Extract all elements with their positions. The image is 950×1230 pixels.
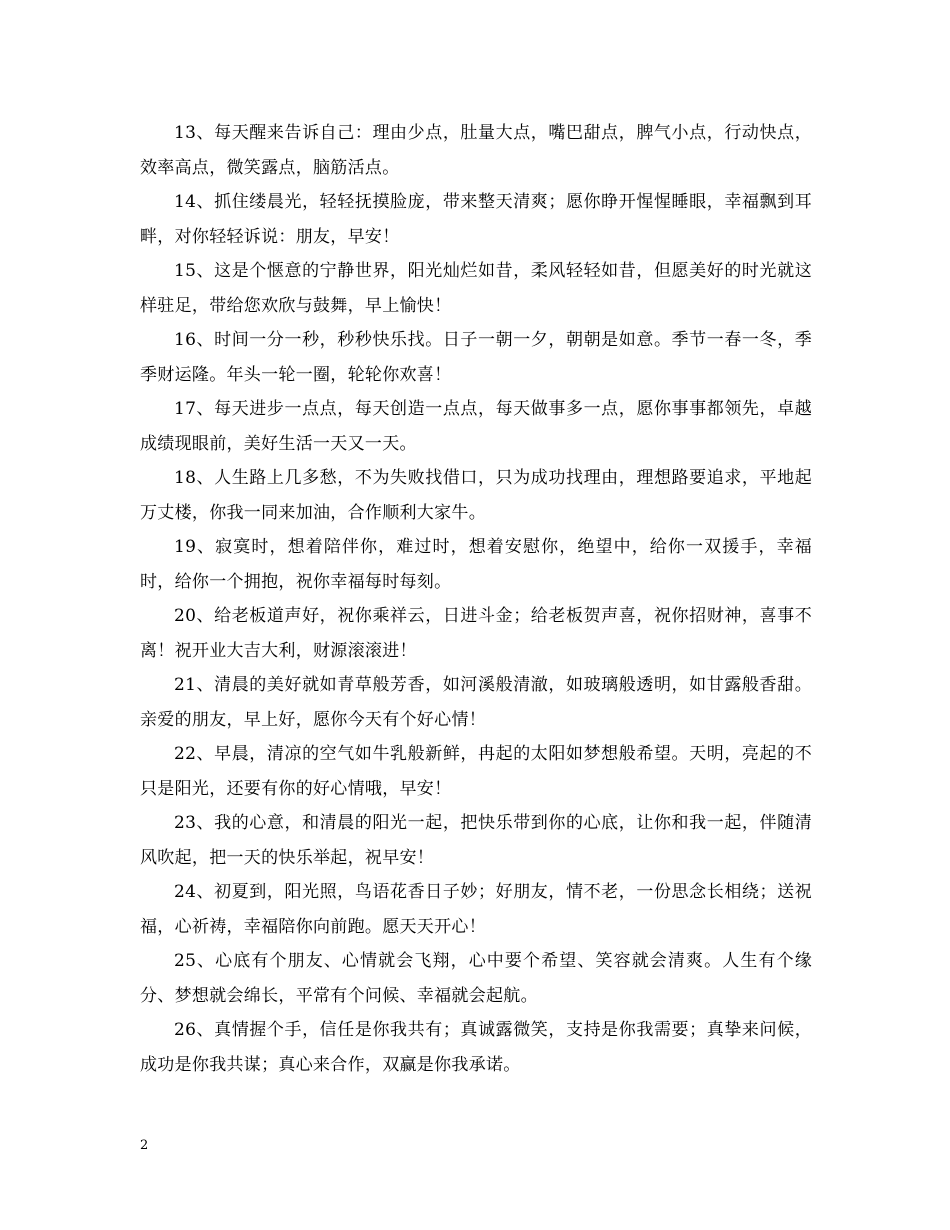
paragraph-18: 18、人生路上几多愁，不为失败找借口，只为成功找理由，理想路要追求，平地起万丈楼，你我一同来加油，合作顺利大家牛。 (140, 468, 812, 523)
paragraph-21: 21、清晨的美好就如青草般芳香，如河溪般清澈，如玻璃般透明，如甘露般香甜。亲爱的朋友，早上好，愿你今天有个好心情！ (140, 675, 812, 730)
paragraph-22: 22、早晨，清凉的空气如牛乳般新鲜，冉起的太阳如梦想般希望。天明，亮起的不只是阳光，还要有你的好心情哦，早安！ (140, 744, 812, 799)
page-number: 2 (140, 1138, 149, 1153)
paragraph-25: 25、心底有个朋友、心情就会飞翔，心中要个希望、笑容就会清爽。人生有个缘分、梦想就会绵长，平常有个问候、幸福就会起航。 (140, 951, 812, 1006)
paragraph-26: 26、真情握个手，信任是你我共有；真诚露微笑，支持是你我需要；真挚来问候，成功是你我共谋；真心来合作，双赢是你我承诺。 (140, 1020, 812, 1075)
paragraph-17: 17、每天进步一点点，每天创造一点点，每天做事多一点，愿你事事都领先，卓越成绩现眼前，美好生活一天又一天。 (140, 399, 812, 454)
paragraph-23: 23、我的心意，和清晨的阳光一起，把快乐带到你的心底，让你和我一起，伴随清风吹起，把一天的快乐举起，祝早安！ (140, 813, 812, 868)
paragraph-24: 24、初夏到，阳光照，鸟语花香日子妙；好朋友，情不老，一份思念长相绕；送祝福，心祈祷，幸福陪你向前跑。愿天天开心！ (140, 882, 812, 937)
paragraph-19: 19、寂寞时，想着陪伴你，难过时，想着安慰你，绝望中，给你一双援手，幸福时，给你一个拥抱，祝你幸福每时每刻。 (140, 537, 812, 592)
paragraph-15: 15、这是个惬意的宁静世界，阳光灿烂如昔，柔风轻轻如昔，但愿美好的时光就这样驻足，带给您欢欣与鼓舞，早上愉快！ (140, 261, 812, 316)
paragraph-20: 20、给老板道声好，祝你乘祥云，日进斗金；给老板贺声喜，祝你招财神，喜事不离！祝开业大吉大利，财源滚滚进！ (140, 606, 812, 661)
document-body (140, 116, 812, 1082)
paragraph-13: 13、每天醒来告诉自己：理由少点，肚量大点，嘴巴甜点，脾气小点，行动快点，效率高点，微笑露点，脑筋活点。 (140, 123, 812, 178)
paragraph-14: 14、抓住缕晨光，轻轻抚摸脸庞，带来整天清爽；愿你睁开惺惺睡眼，幸福飘到耳畔，对你轻轻诉说：朋友，早安！ (140, 192, 812, 247)
paragraph-16: 16、时间一分一秒，秒秒快乐找。日子一朝一夕，朝朝是如意。季节一春一冬，季季财运隆。年头一轮一圈，轮轮你欢喜！ (140, 330, 812, 385)
